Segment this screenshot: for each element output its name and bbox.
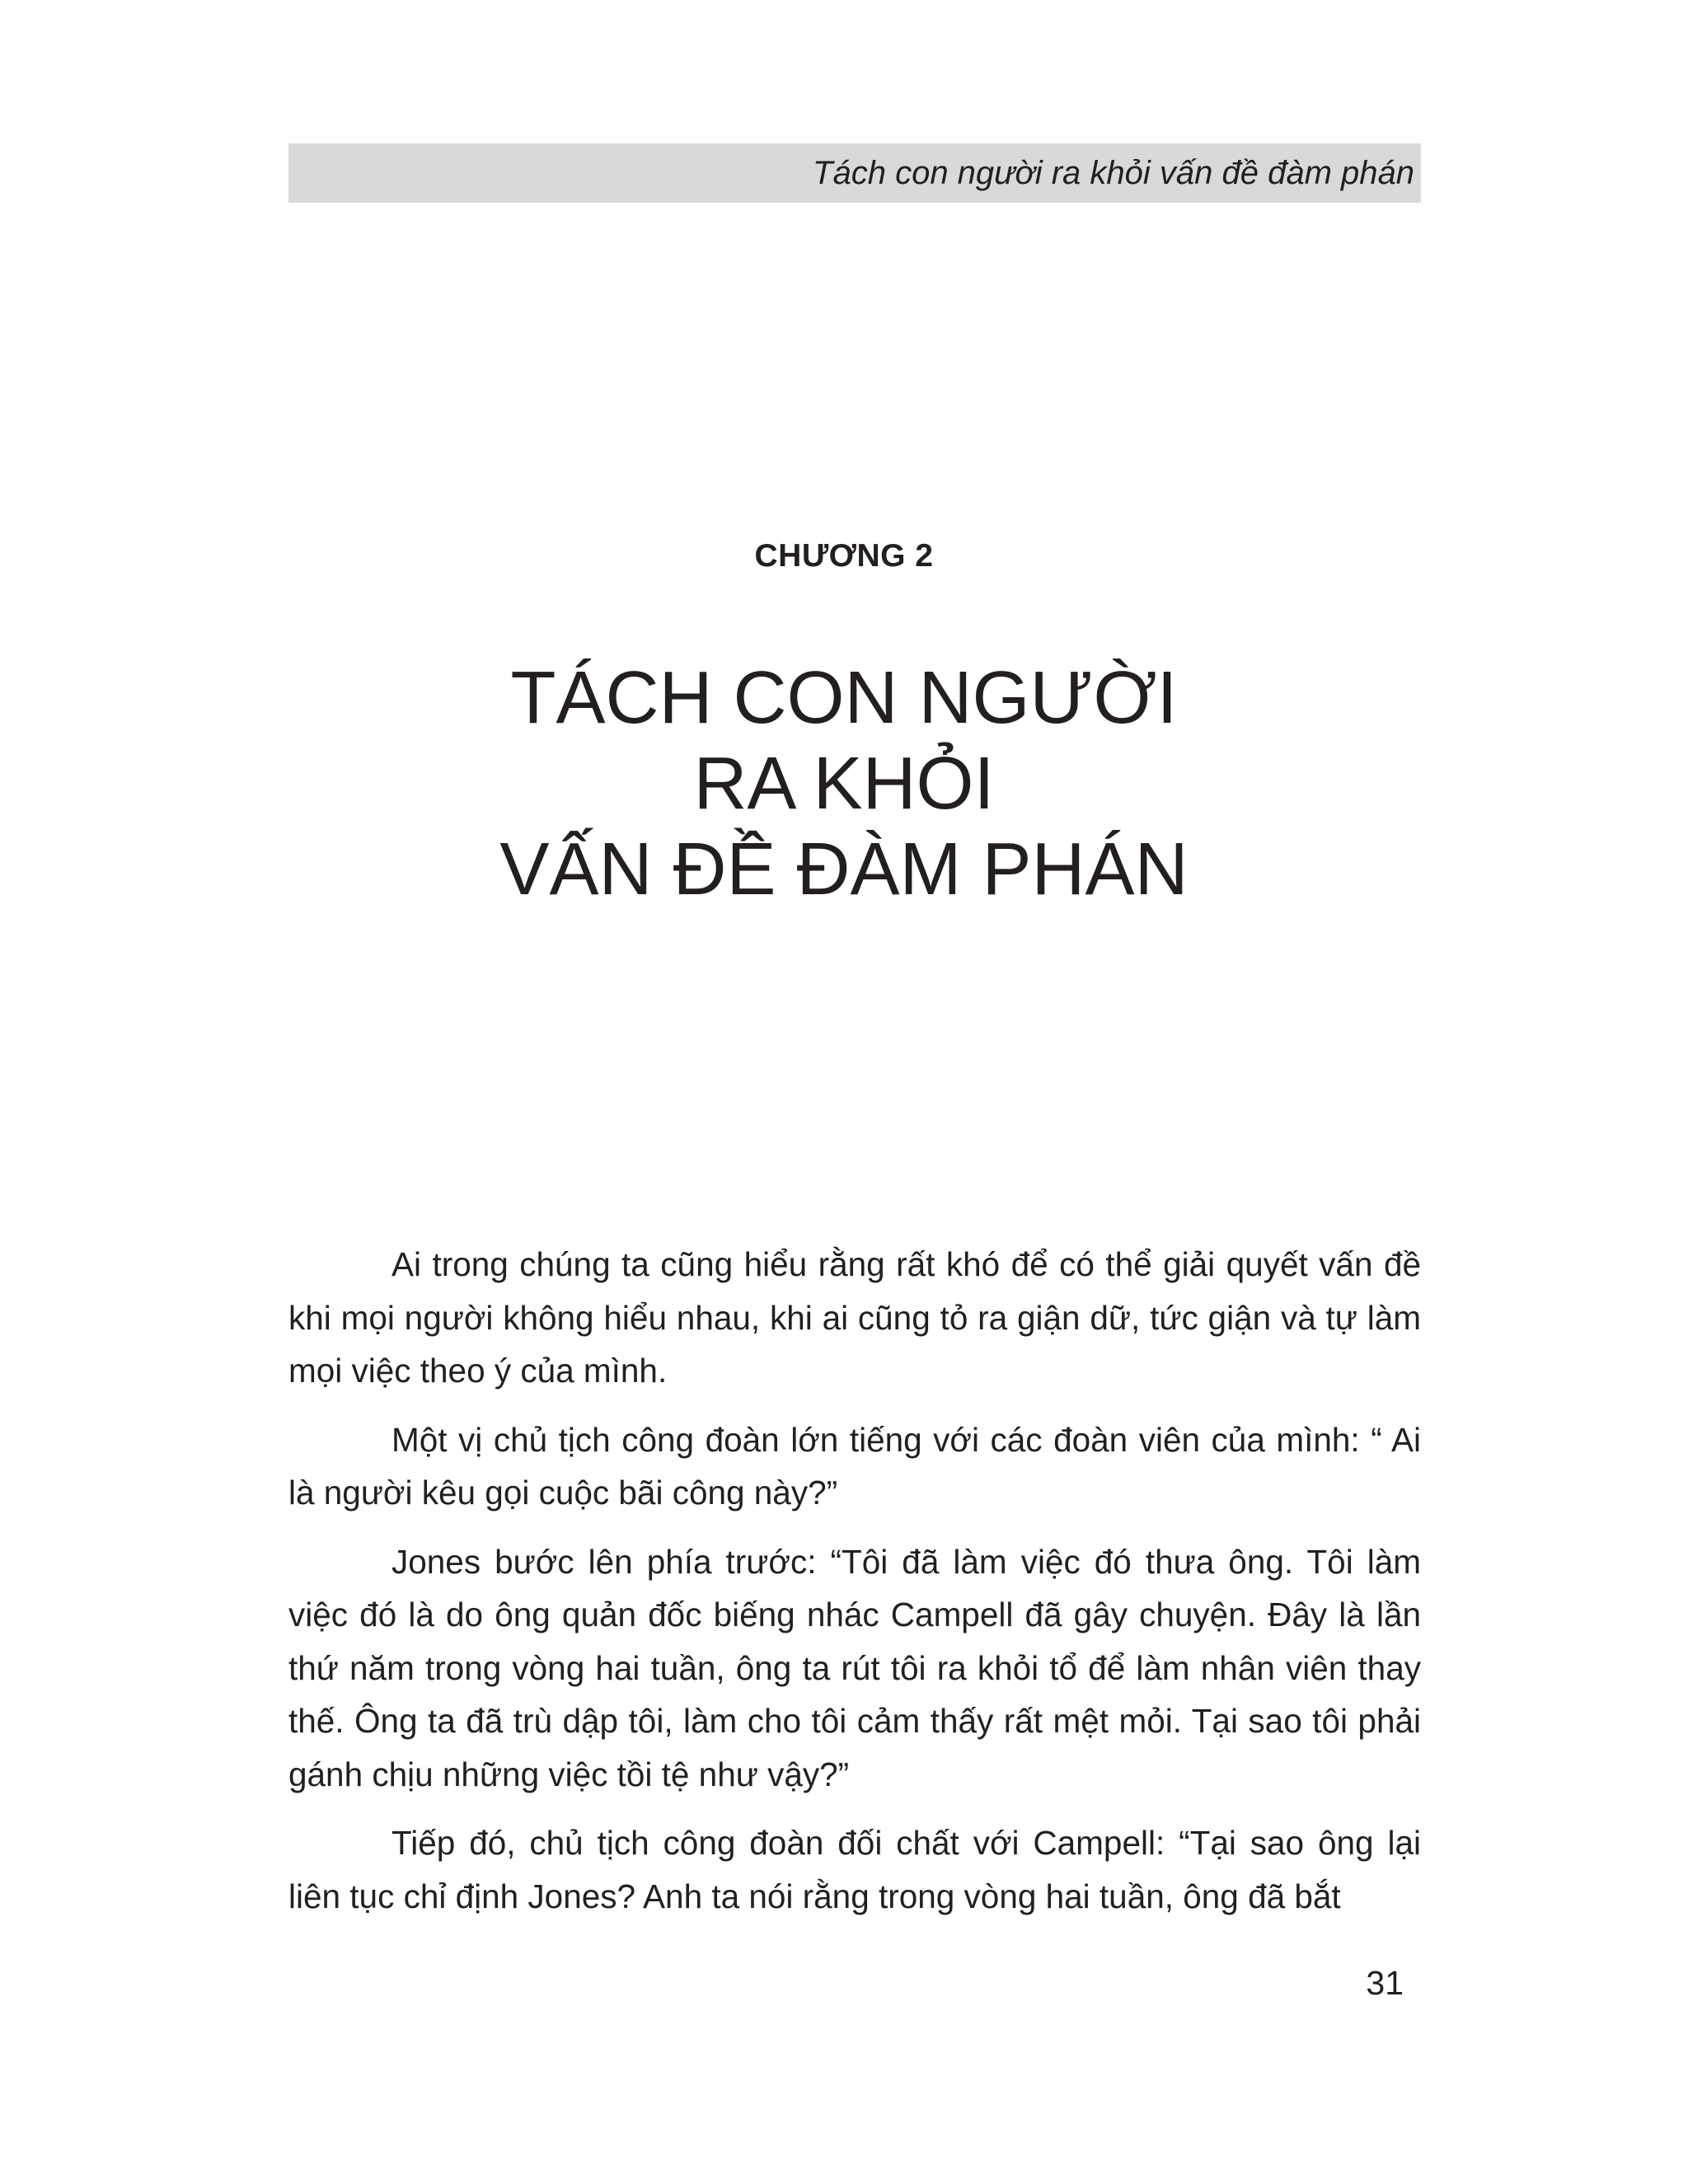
chapter-title-line: TÁCH CON NGƯỜI	[510, 657, 1178, 739]
paragraph: Jones bước lên phía trước: “Tôi đã làm việc đó thưa ông. Tôi làm việc đó là do ông quản đốc biếng nhác Campell đã gây chuyện. Đây là lần thứ năm trong vòng hai tuần, ông ta rút tôi ra khỏi tổ để làm nhân viên thay thế. Ông ta đã trù dập tôi, làm cho tôi cảm thấy rất mệt mỏi. Tại sao tôi phải gánh chịu những việc tồi tệ như vậy?”	[288, 1542, 1421, 1793]
page-number: 31	[1366, 1964, 1404, 2002]
chapter-label: CHƯƠNG 2	[754, 538, 934, 574]
paragraph: Một vị chủ tịch công đoàn lớn tiếng với các đoàn viên của mình: “ Ai là người kêu gọi cuộc bãi công này?”	[288, 1420, 1421, 1511]
body-text	[288, 1238, 1421, 1938]
running-header-title: Tách con người ra khỏi vấn đề đàm phán	[813, 155, 1414, 191]
running-header	[288, 143, 1421, 203]
paragraph: Tiếp đó, chủ tịch công đoàn đối chất với Campell: “Tại sao ông lại liên tục chỉ định Jones? Anh ta nói rằng trong vòng hai tuần, ông đã bắt	[288, 1824, 1421, 1915]
chapter-title-line: RA KHỎI	[693, 743, 995, 825]
chapter-title-line: VẤN ĐỀ ĐÀM PHÁN	[499, 828, 1189, 911]
paragraph: Ai trong chúng ta cũng hiểu rằng rất khó để có thể giải quyết vấn đề khi mọi người không hiểu nhau, khi ai cũng tỏ ra giận dữ, tức giận và tự làm mọi việc theo ý của mình.	[288, 1245, 1421, 1390]
chapter-title	[0, 655, 1688, 912]
